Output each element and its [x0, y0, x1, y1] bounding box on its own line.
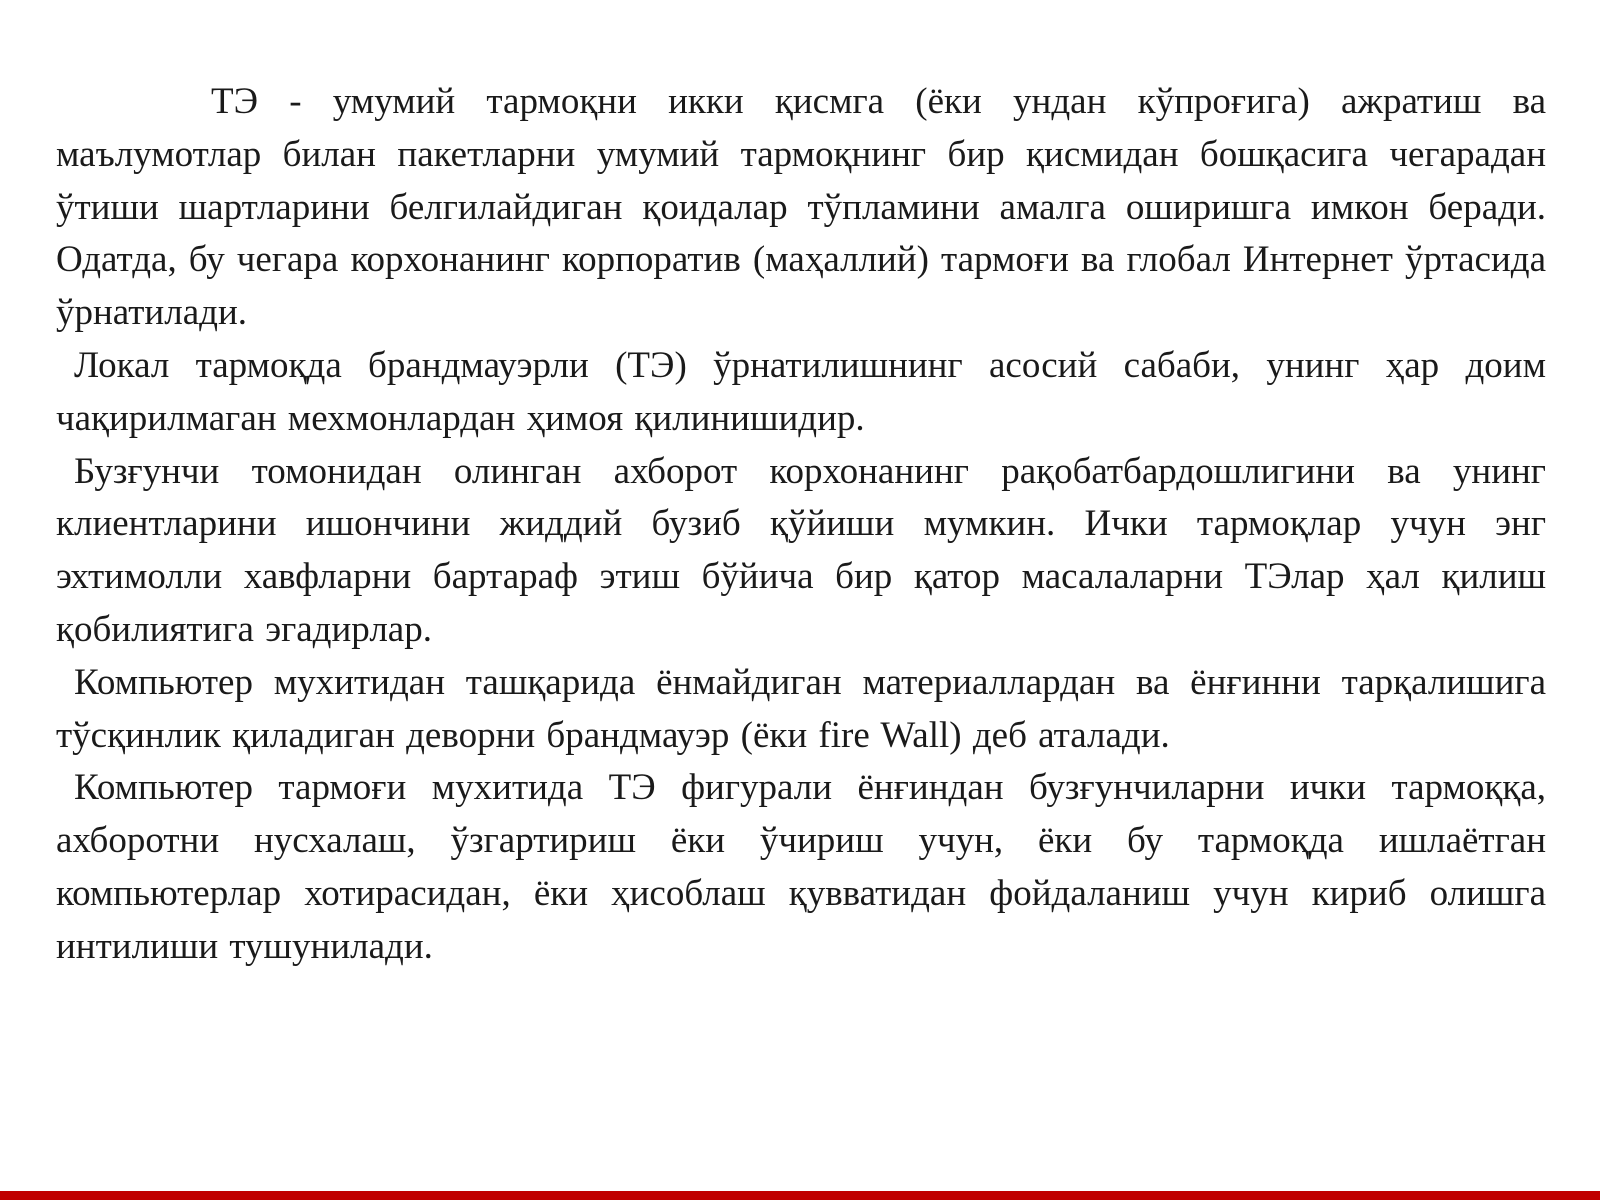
paragraph-firewall-origin: Компьютер мухитидан ташқарида ёнмайдиган материаллардан ва ёнғинни тарқалишига тўсқинлик қиладиган деворни брандмауэр (ёки fire Wall) деб аталади. [56, 661, 1558, 756]
paragraph-definition: ТЭ - умумий тармоқни икки қисмга (ёки ундан кўпроғига) ажратиш ва маълумотлар билан пакетларни умумий тармоқнинг бир қисмидан бошқасига чегарадан ўтиши шартларини белгилайдиган қоидалар тўпламини амалга оширишга имкон беради. Одатда, бу чегара корхонанинг корпоратив (маҳаллий) тармоғи ва глобал Интернет ўртасида ўрнатилади. [56, 81, 1558, 334]
bottom-accent-bar [0, 1191, 1600, 1200]
paragraph-network-meaning: Компьютер тармоғи мухитида ТЭ фигурали ёнғиндан бузғунчиларни ички тармоққа, ахборотни нусхалаш, ўзгартириш ёки ўчириш учун, ёки бу тармоқда ишлаётган компьютерлар хотирасидан, ёки ҳисоблаш қувватидан фойдаланиш учун кириб олишга интилиши тушунилади. [56, 767, 1558, 967]
slide-body [56, 76, 1558, 974]
paragraph-threats: Бузғунчи томонидан олинган ахборот корхонанинг рақобатбардошлигини ва унинг клиентларини ишончини жиддий бузиб қўйиши мумкин. Ички тармоқлар учун энг эхтимолли хавфларни бартараф этиш бўйича бир қатор масалаларни ТЭлар ҳал қилиш қобилиятига эгадирлар. [56, 450, 1558, 650]
paragraph-reason: Локал тармоқда брандмауэрли (ТЭ) ўрнатилишнинг асосий сабаби, унинг ҳар доим чақирилмаган мехмонлардан ҳимоя қилинишидир. [56, 344, 1558, 439]
